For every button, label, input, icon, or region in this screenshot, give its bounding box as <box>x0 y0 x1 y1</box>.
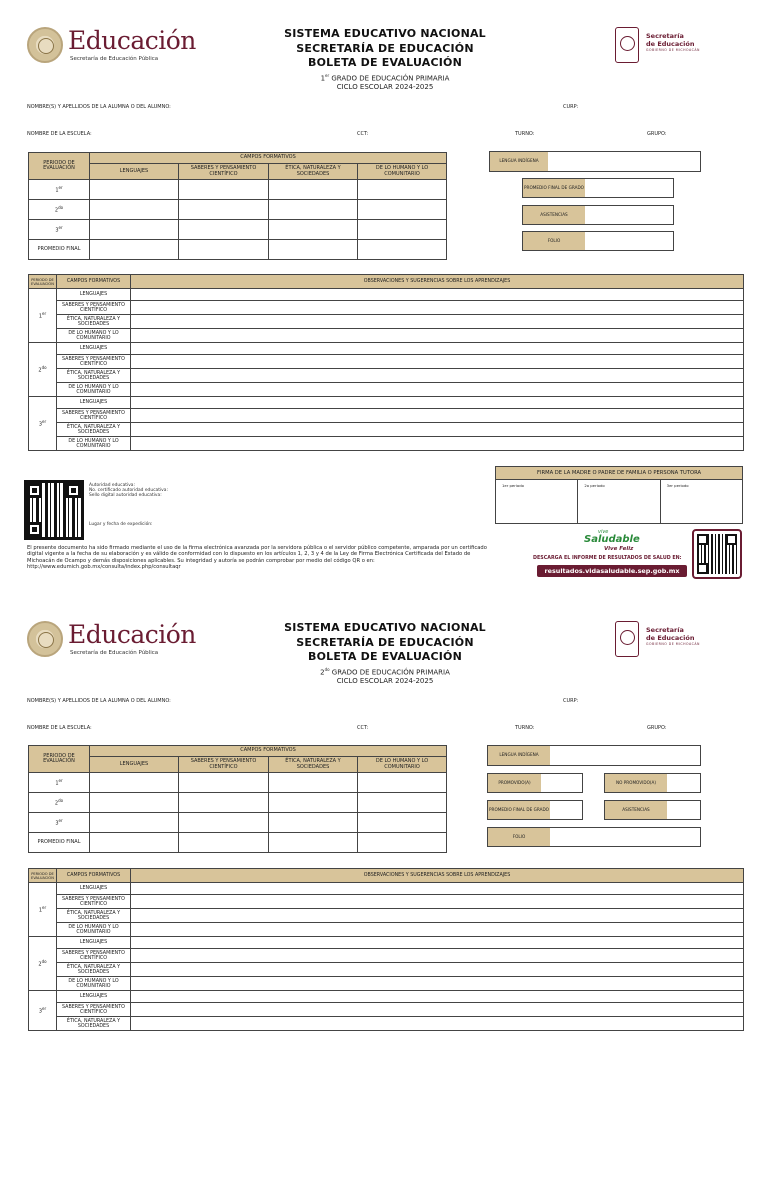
obs-row-label: LENGUAJES <box>57 289 131 301</box>
obs-row-label: SABERES Y PENSAMIENTO CIENTÍFICO <box>57 409 131 423</box>
signature-period-3: 3er periodo <box>666 483 689 488</box>
obs-cell <box>131 409 744 423</box>
obs-row-label: DE LO HUMANO Y LO COMUNITARIO <box>57 977 131 991</box>
obs-row-label: LENGUAJES <box>57 343 131 355</box>
obs-cell <box>131 355 744 369</box>
turno-label: TURNO: <box>515 725 535 731</box>
grade-cell <box>269 793 358 813</box>
obs-period-3: 3er <box>29 991 57 1031</box>
logo-wordmark: Educación <box>68 620 196 649</box>
obs-row-label: ÉTICA, NATURALEZA Y SOCIEDADES <box>57 1017 131 1031</box>
periodo-header: PERIODO DE EVALUACIÓN <box>29 153 90 180</box>
school-cycle: CICLO ESCOLAR 2024-2025 <box>336 677 434 686</box>
obs-row-label: ÉTICA, NATURALEZA Y SOCIEDADES <box>57 963 131 977</box>
guardian-signature-box <box>495 466 743 524</box>
state-seal-icon <box>615 621 639 657</box>
logo-wordmark: Educación <box>68 26 196 55</box>
grade-cell <box>90 793 179 813</box>
obs-period-1: 1er <box>29 883 57 937</box>
folio-label: FOLIO <box>523 232 585 250</box>
obs-row-label: SABERES Y PENSAMIENTO CIENTÍFICO <box>57 949 131 963</box>
grade-cell <box>269 180 358 200</box>
grade-cell <box>358 200 447 220</box>
grade-cell <box>179 793 269 813</box>
document-heading <box>220 621 550 687</box>
obs-periodo-header: PERIODO DE EVALUACIÓN <box>29 275 57 289</box>
health-results-link[interactable]: resultados.vidasaludable.sep.gob.mx <box>537 565 687 577</box>
final-grade-average-box <box>487 800 583 820</box>
obs-row-label: DE LO HUMANO Y LO COMUNITARIO <box>57 923 131 937</box>
obs-cell <box>131 343 744 355</box>
authority-seal-label: Sello digital autoridad educativa: <box>89 493 162 499</box>
obs-cell <box>131 383 744 397</box>
not-promoted-box <box>604 773 701 793</box>
not-promoted-label: NO PROMOVIDO(A) <box>605 774 667 792</box>
michoacan-education-logo <box>615 621 705 661</box>
obs-campos-header: CAMPOS FORMATIVOS <box>57 275 131 289</box>
obs-row-label: DE LO HUMANO Y LO COMUNITARIO <box>57 437 131 451</box>
obs-cell <box>131 949 744 963</box>
verification-qr-code[interactable] <box>24 480 84 540</box>
obs-cell <box>131 329 744 343</box>
folio-label: FOLIO <box>488 828 550 846</box>
saludable-label: Saludable <box>584 534 640 545</box>
grade-cell <box>90 813 179 833</box>
col-etica: ÉTICA, NATURALEZA Y SOCIEDADES <box>269 757 358 773</box>
obs-row-label: SABERES Y PENSAMIENTO CIENTÍFICO <box>57 355 131 369</box>
grade-cell <box>358 240 447 260</box>
final-grade-average-label: PROMEDIO FINAL DE GRADO <box>523 179 585 197</box>
obs-periodo-header: PERIODO DE EVALUACIÓN <box>29 869 57 883</box>
turno-label: TURNO: <box>515 131 535 137</box>
grade-cell <box>269 200 358 220</box>
obs-period-2: $2^{do}$ <box>29 343 57 397</box>
signature-period-1: 1er periodo <box>496 480 578 524</box>
obs-row-label: ÉTICA, NATURALEZA Y SOCIEDADES <box>57 423 131 437</box>
right-logo-line-2: de Educación <box>646 40 695 48</box>
final-average-label: PROMEDIO FINAL <box>29 833 90 853</box>
attendance-box <box>522 205 674 225</box>
right-logo-line-3: GOBIERNO DE MICHOACÁN <box>646 48 700 52</box>
obs-cell <box>131 977 744 991</box>
grade-cell <box>358 180 447 200</box>
observations-table <box>28 274 744 451</box>
obs-cell <box>131 437 744 451</box>
grade-cell <box>90 180 179 200</box>
curp-label: CURP: <box>563 104 579 110</box>
lengua-indigena-box <box>489 151 701 172</box>
attendance-label: ASISTENCIAS <box>605 801 667 819</box>
grade-cell <box>269 773 358 793</box>
period-1-label: 1er <box>29 180 90 200</box>
grade-cell <box>179 813 269 833</box>
grade-cell <box>90 200 179 220</box>
cct-label: CCT: <box>357 131 369 137</box>
obs-cell <box>131 397 744 409</box>
obs-cell <box>131 369 744 383</box>
grades-table <box>28 745 447 853</box>
state-seal-icon <box>615 27 639 63</box>
obs-cell <box>131 991 744 1003</box>
vive-label: vive <box>598 529 609 535</box>
grade-cell <box>179 833 269 853</box>
col-humano: DE LO HUMANO Y LO COMUNITARIO <box>358 164 447 180</box>
campos-header: CAMPOS FORMATIVOS <box>90 746 447 757</box>
place-date-label: Lugar y fecha de expedición: <box>89 522 153 527</box>
grade-line: 1er GRADO DE EDUCACIÓN PRIMARIA <box>320 72 450 82</box>
obs-row-label: ÉTICA, NATURALEZA Y SOCIEDADES <box>57 315 131 329</box>
col-humano: DE LO HUMANO Y LO COMUNITARIO <box>358 757 447 773</box>
grupo-label: GRUPO: <box>647 131 667 137</box>
grade-cell <box>179 180 269 200</box>
col-lenguajes: LENGUAJES <box>90 757 179 773</box>
folio-box <box>487 827 701 847</box>
right-logo-line-3: GOBIERNO DE MICHOACÁN <box>646 642 700 646</box>
observations-table <box>28 868 744 1031</box>
obs-period-2: $2^{do}$ <box>29 937 57 991</box>
heading-line-3: BOLETA DE EVALUACIÓN <box>308 56 462 69</box>
school-cycle: CICLO ESCOLAR 2024-2025 <box>336 83 434 92</box>
authority-label: Autoridad educativa: <box>89 483 135 488</box>
attendance-label: ASISTENCIAS <box>523 206 585 224</box>
obs-cell <box>131 909 744 923</box>
folio-box <box>522 231 674 251</box>
grade-cell <box>269 833 358 853</box>
period-2-label: $2^{do}$ <box>29 793 90 813</box>
grade-cell <box>358 813 447 833</box>
lengua-indigena-label: LENGUA INDÍGENA <box>488 746 550 765</box>
report-card-2nd-grade <box>0 594 768 1188</box>
logo-subtitle: Secretaría de Educación Pública <box>70 650 159 656</box>
obs-row-label: DE LO HUMANO Y LO COMUNITARIO <box>57 383 131 397</box>
col-saberes: SABERES Y PENSAMIENTO CIENTÍFICO <box>179 164 269 180</box>
logo-subtitle: Secretaría de Educación Pública <box>70 56 159 62</box>
vive-feliz-label: Vive Feliz <box>604 546 634 552</box>
grades-table <box>28 152 447 260</box>
health-results-qr-code[interactable] <box>692 529 742 579</box>
promoted-box <box>487 773 583 793</box>
curp-label: CURP: <box>563 698 579 704</box>
obs-cell <box>131 289 744 301</box>
period-3-label: 3er <box>29 813 90 833</box>
obs-cell <box>131 895 744 909</box>
right-logo-line-2: de Educación <box>646 634 695 642</box>
educacion-logo <box>27 27 207 67</box>
grade-cell <box>269 220 358 240</box>
obs-row-label: SABERES Y PENSAMIENTO CIENTÍFICO <box>57 301 131 315</box>
national-seal-icon <box>27 27 63 63</box>
obs-row-label: DE LO HUMANO Y LO COMUNITARIO <box>57 329 131 343</box>
obs-observations-header: OBSERVACIONES Y SUGERENCIAS SOBRE LOS APRENDIZAJES <box>131 275 744 289</box>
michoacan-education-logo <box>615 27 705 67</box>
heading-line-1: SISTEMA EDUCATIVO NACIONAL <box>284 621 486 634</box>
document-heading <box>220 27 550 93</box>
obs-row-label: ÉTICA, NATURALEZA Y SOCIEDADES <box>57 369 131 383</box>
obs-cell <box>131 1017 744 1031</box>
national-seal-icon <box>27 621 63 657</box>
grade-line: $2^{do}$ GRADO DE EDUCACIÓN PRIMARIA <box>320 666 450 676</box>
grade-cell <box>179 240 269 260</box>
school-name-label: NOMBRE DE LA ESCUELA: <box>27 131 92 137</box>
grade-cell <box>358 773 447 793</box>
student-name-label: NOMBRE(S) Y APELLIDOS DE LA ALUMNA O DEL ALUMNO: <box>27 104 171 110</box>
grade-cell <box>269 240 358 260</box>
obs-row-label: LENGUAJES <box>57 397 131 409</box>
obs-cell <box>131 301 744 315</box>
obs-cell <box>131 883 744 895</box>
right-logo-line-1: Secretaría <box>646 32 684 40</box>
student-name-label: NOMBRE(S) Y APELLIDOS DE LA ALUMNA O DEL ALUMNO: <box>27 698 171 704</box>
heading-line-2: SECRETARÍA DE EDUCACIÓN <box>296 635 474 649</box>
promoted-label: PROMOVIDO(A) <box>488 774 541 792</box>
grupo-label: GRUPO: <box>647 725 667 731</box>
grade-cell <box>90 833 179 853</box>
grade-cell <box>179 220 269 240</box>
obs-row-label: LENGUAJES <box>57 991 131 1003</box>
col-etica: ÉTICA, NATURALEZA Y SOCIEDADES <box>269 164 358 180</box>
heading-line-3: BOLETA DE EVALUACIÓN <box>308 650 462 663</box>
col-saberes: SABERES Y PENSAMIENTO CIENTÍFICO <box>179 757 269 773</box>
heading-line-1: SISTEMA EDUCATIVO NACIONAL <box>284 27 486 40</box>
obs-cell <box>131 963 744 977</box>
grade-cell <box>358 833 447 853</box>
obs-row-label: SABERES Y PENSAMIENTO CIENTÍFICO <box>57 1003 131 1017</box>
grade-cell <box>179 200 269 220</box>
authority-cert-label: No. certificado autoridad educativa: <box>89 488 168 494</box>
col-lenguajes: LENGUAJES <box>90 164 179 180</box>
heading-line-2: SECRETARÍA DE EDUCACIÓN <box>296 41 474 55</box>
final-grade-average-box <box>522 178 674 198</box>
obs-cell <box>131 923 744 937</box>
obs-cell <box>131 315 744 329</box>
school-name-label: NOMBRE DE LA ESCUELA: <box>27 725 92 731</box>
obs-period-1: 1er <box>29 289 57 343</box>
grade-cell <box>90 773 179 793</box>
obs-row-label: SABERES Y PENSAMIENTO CIENTÍFICO <box>57 895 131 909</box>
obs-row-label: LENGUAJES <box>57 937 131 949</box>
obs-campos-header: CAMPOS FORMATIVOS <box>57 869 131 883</box>
final-average-label: PROMEDIO FINAL <box>29 240 90 260</box>
obs-cell <box>131 423 744 437</box>
grade-cell <box>90 240 179 260</box>
download-report-text: DESCARGA EL INFORME DE RESULTADOS DE SALUD EN: <box>533 556 682 561</box>
signature-title: FIRMA DE LA MADRE O PADRE DE FAMILIA O PERSONA TUTORA <box>496 467 742 480</box>
right-logo-line-1: Secretaría <box>646 626 684 634</box>
campos-header: CAMPOS FORMATIVOS <box>90 153 447 164</box>
obs-row-label: ÉTICA, NATURALEZA Y SOCIEDADES <box>57 909 131 923</box>
grade-cell <box>358 220 447 240</box>
final-grade-average-label: PROMEDIO FINAL DE GRADO <box>488 801 550 819</box>
educacion-logo <box>27 621 207 661</box>
obs-row-label: LENGUAJES <box>57 883 131 895</box>
periodo-header: PERIODO DE EVALUACIÓN <box>29 746 90 773</box>
obs-cell <box>131 937 744 949</box>
legal-notice: El presente documento ha sido firmado mediante el uso de la firma electrónica avanzada por la servidora pública o el servidor público competente, amparada por un certificado digital vigente a la fecha de su elaboración y es válido de conformidad con lo dispuesto en los artículos 1, 2, 3 y 4 de la Ley de Firma Electrónica Certificada del Estado de Michoacán de Ocampo y demás disposiciones aplicables. Su integridad y autoría se podrán comprobar por medio del código QR o en: http://www.edumich.gob.mx/consulta/index.php/consultaqr <box>27 545 487 571</box>
period-3-label: 3er <box>29 220 90 240</box>
lengua-indigena-box <box>487 745 701 766</box>
grade-cell <box>179 773 269 793</box>
vive-saludable-banner <box>530 527 690 579</box>
attendance-box <box>604 800 701 820</box>
period-1-label: 1er <box>29 773 90 793</box>
grade-cell <box>269 813 358 833</box>
cct-label: CCT: <box>357 725 369 731</box>
obs-period-3: 3er <box>29 397 57 451</box>
period-2-label: $2^{do}$ <box>29 200 90 220</box>
obs-cell <box>131 1003 744 1017</box>
obs-observations-header: OBSERVACIONES Y SUGERENCIAS SOBRE LOS APRENDIZAJES <box>131 869 744 883</box>
lengua-indigena-label: LENGUA INDÍGENA <box>490 152 548 171</box>
signature-period-2: 2o periodo <box>578 480 660 524</box>
grade-cell <box>90 220 179 240</box>
grade-cell <box>358 793 447 813</box>
